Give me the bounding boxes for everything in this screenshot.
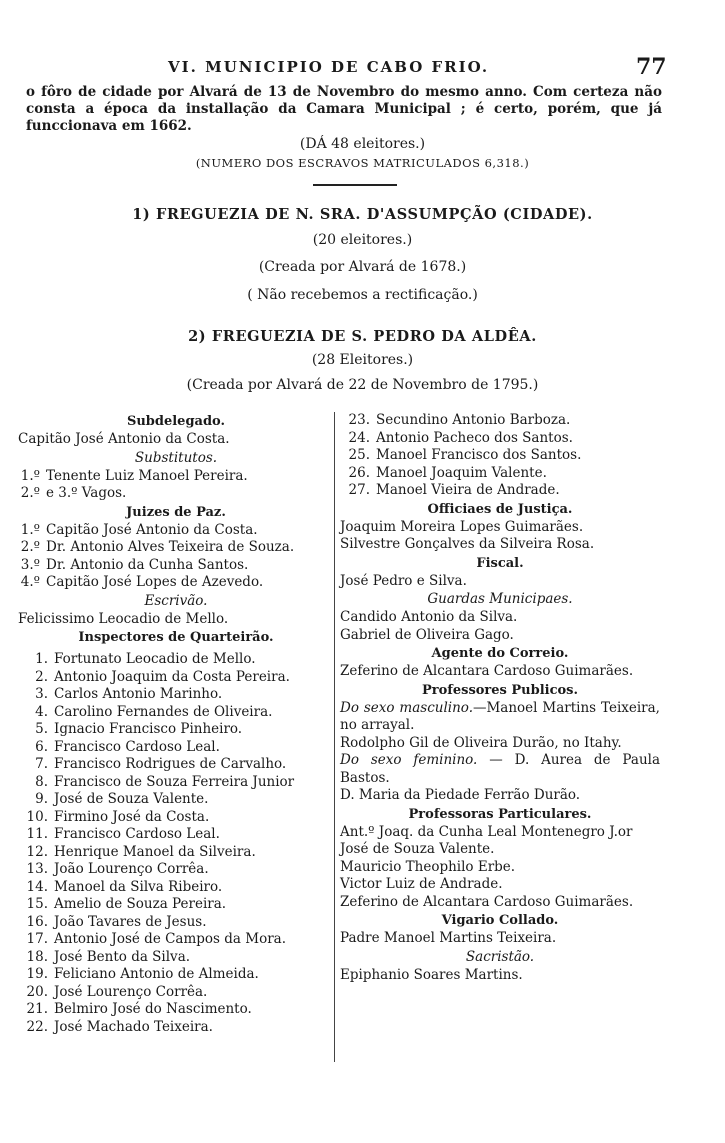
list-item: 23. Secundino Antonio Barboza.	[348, 412, 571, 428]
intro-electors: (DÁ 48 eleitores.)	[299, 136, 426, 152]
list-item: 3.º Dr. Antonio da Cunha Santos.	[20, 556, 249, 573]
list-item: 16. João Tavares de Jesus.	[26, 913, 207, 930]
intro-slaves: (NUMERO DOS ESCRAVOS MATRICULADOS 6,318.)	[195, 156, 530, 170]
section-rule	[313, 184, 397, 186]
inspectores-list-continued	[340, 412, 660, 500]
parish2-created: (Creada por Alvará de 22 de Novembro de 1795.)	[186, 377, 539, 393]
list-item: 22. José Machado Teixeira.	[26, 1018, 213, 1035]
juizes-heading: Juizes de Paz.	[126, 504, 226, 520]
list-item: 11. Francisco Cardoso Leal.	[26, 826, 220, 842]
prof-part-heading: Professoras Particulares.	[408, 806, 592, 822]
guardas-heading: Guardas Municipaes.	[427, 591, 573, 607]
prof-publicos-heading: Professores Publicos.	[421, 682, 579, 698]
parish2-title: 2) FREGUEZIA DE S. PEDRO DA ALDÊA.	[188, 328, 537, 345]
list-item: Gabriel de Oliveira Gago.	[340, 626, 514, 643]
sacristao-heading: Sacristão.	[465, 948, 535, 965]
list-item: 1.º Capitão José Antonio da Costa.	[20, 521, 258, 538]
page-number: 77	[636, 54, 667, 80]
column-divider	[334, 412, 335, 1062]
list-item: 1. Fortunato Leocadio de Mello.	[35, 651, 256, 667]
parish1-title: 1) FREGUEZIA DE N. SRA. D'ASSUMPÇÃO (CIDADE).	[132, 206, 593, 223]
substitutos-list	[18, 468, 334, 503]
list-item: 19. Feliciano Antonio de Almeida.	[26, 966, 259, 982]
list-item: 27. Manoel Vieira de Andrade.	[348, 482, 560, 498]
list-item: 3. Carlos Antonio Marinho.	[35, 686, 223, 702]
list-item: Zeferino de Alcantara Cardoso Guimarães.	[340, 893, 634, 910]
list-item: Candido Antonio da Silva.	[340, 609, 518, 625]
list-item: Silvestre Gonçalves da Silveira Rosa.	[340, 536, 595, 552]
list-item: 10. Firmino José da Costa.	[26, 808, 210, 825]
prof-masc-entry: Do sexo masculino.—Manoel Martins Teixeira, no arrayal.	[340, 699, 660, 733]
inspectores-heading: Inspectores de Quarteirão.	[78, 630, 274, 645]
vigario-name: Padre Manoel Martins Teixeira.	[340, 930, 557, 946]
list-item: 26. Manoel Joaquim Valente.	[348, 464, 547, 481]
fiscal-heading: Fiscal.	[476, 555, 524, 571]
list-item: 8. Francisco de Souza Ferreira Junior	[35, 773, 295, 790]
parish2-electors: (28 Eleitores.)	[311, 352, 414, 368]
list-item: José de Souza Valente.	[340, 841, 495, 857]
list-item: 13. João Lourenço Corrêa.	[26, 861, 209, 877]
agente-heading: Agente do Correio.	[431, 646, 569, 661]
agente-name: Zeferino de Alcantara Cardoso Guimarães.	[340, 663, 634, 679]
list-item: 4. Carolino Fernandes de Oliveira.	[35, 703, 273, 720]
list-item: Mauricio Theophilo Erbe.	[340, 858, 516, 875]
list-item: 18. José Bento da Silva.	[26, 948, 191, 965]
prof-fem-entry: Do sexo feminino. — D. Aurea de Paula Bastos.	[340, 752, 661, 786]
running-header	[0, 54, 725, 82]
list-item: 4.º Capitão José Lopes de Azevedo.	[20, 574, 264, 590]
list-item: 2. Antonio Joaquim da Costa Pereira.	[35, 668, 290, 685]
fiscal-name: José Pedro e Silva.	[340, 572, 467, 589]
list-item: 12. Henrique Manoel da Silveira.	[26, 843, 256, 860]
officiaes-heading: Officiaes de Justiça.	[427, 501, 573, 517]
parish1-note: ( Não recebemos a rectificação.)	[247, 287, 478, 303]
list-item: 25. Manoel Francisco dos Santos.	[348, 447, 582, 463]
list-item: 21. Belmiro José do Nascimento.	[26, 1001, 252, 1017]
right-column	[340, 412, 660, 984]
list-item: 7. Francisco Rodrigues de Carvalho.	[35, 756, 287, 772]
list-item: 2.º Dr. Antonio Alves Teixeira de Souza.	[20, 539, 295, 555]
list-item: Joaquim Moreira Lopes Guimarães.	[340, 518, 584, 535]
inspectores-list	[18, 651, 334, 1036]
subdelegado-heading: Subdelegado.	[126, 414, 226, 429]
escrivao-heading: Escrivão.	[144, 592, 208, 609]
subdelegado-name: Capitão José Antonio da Costa.	[18, 431, 230, 447]
juizes-list	[18, 522, 334, 592]
substitutos-heading: Substitutos.	[134, 449, 218, 466]
escrivao-name: Felicissimo Leocadio de Mello.	[18, 610, 229, 627]
parish1-created: (Creada por Alvará de 1678.)	[258, 259, 467, 275]
prof-fem-entry-2: D. Maria da Piedade Ferrão Durão.	[340, 787, 581, 803]
prof-masc-entry-2: Rodolpho Gil de Oliveira Durão, no Itahy.	[340, 734, 622, 751]
chapter-title: VI. MUNICIPIO DE CABO FRIO.	[168, 58, 490, 76]
parish1-electors: (20 eleitores.)	[312, 232, 413, 248]
list-item: 2.º e 3.º Vagos.	[20, 485, 127, 501]
list-item: 20. José Lourenço Corrêa.	[26, 983, 208, 1000]
intro-paragraph: o fôro de cidade por Alvará de 13 de Novembro do mesmo anno. Com certeza não consta a época da installação da Camara Municipal ; é certo, porém, que já funccionava em 1662.	[26, 84, 662, 134]
list-item: 9. José de Souza Valente.	[35, 791, 209, 807]
list-item: Victor Luiz de Andrade.	[340, 876, 503, 892]
list-item: Ant.º Joaq. da Cunha Leal Montenegro J.or	[340, 823, 633, 840]
left-column	[18, 412, 334, 1036]
list-item: 6. Francisco Cardoso Leal.	[35, 738, 220, 755]
list-item: 14. Manoel da Silva Ribeiro.	[26, 878, 223, 895]
list-item: 5. Ignacio Francisco Pinheiro.	[35, 721, 243, 737]
list-item: 17. Antonio José de Campos da Mora.	[26, 931, 286, 947]
list-item: 24. Antonio Pacheco dos Santos.	[348, 429, 573, 446]
sacristao-name: Epiphanio Soares Martins.	[340, 966, 523, 983]
list-item: 1.º Tenente Luiz Manoel Pereira.	[20, 467, 248, 484]
vigario-heading: Vigario Collado.	[441, 913, 559, 928]
list-item: 15. Amelio de Souza Pereira.	[26, 896, 227, 912]
